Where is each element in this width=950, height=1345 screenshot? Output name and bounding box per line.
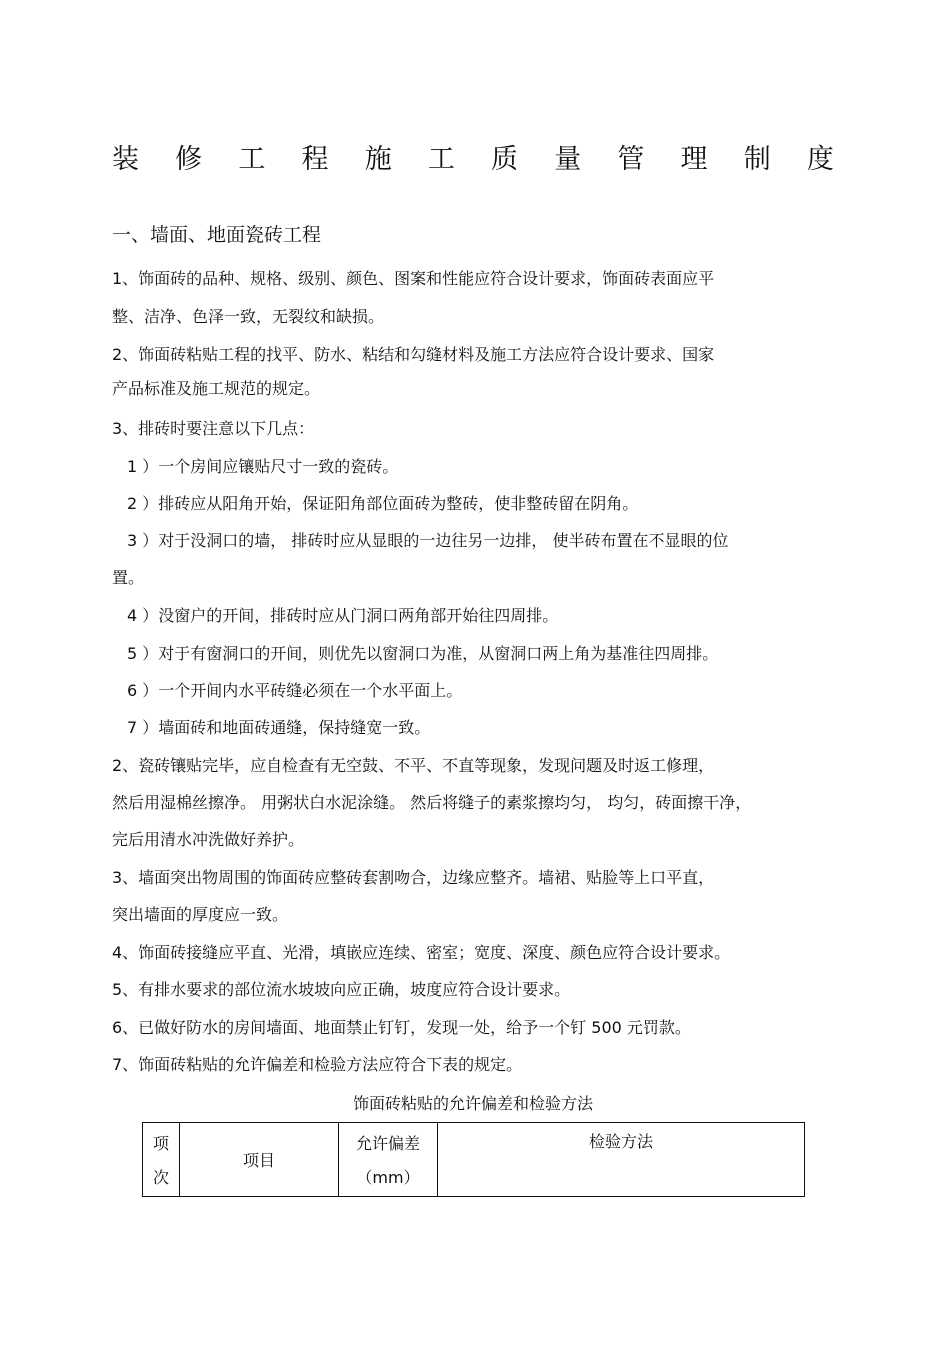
title-char: 修 bbox=[175, 144, 203, 175]
header-cell-index bbox=[143, 1123, 180, 1197]
table-caption: 饰面砖粘贴的允许偏差和检验方法 bbox=[352, 1094, 593, 1113]
body-line: 3、排砖时要注意以下几点： bbox=[112, 419, 315, 438]
title-char: 质 bbox=[491, 144, 519, 175]
list-item: 4 ）没窗户的开间，排砖时应从门洞口两角部开始往四周排。 bbox=[127, 606, 559, 625]
body-line: 6、已做好防水的房间墙面、地面禁止钉钉，发现一处，给予一个钉 500 元罚款。 bbox=[112, 1018, 691, 1037]
body-line: 3、墙面突出物周围的饰面砖应整砖套割吻合，边缘应整齐。墙裙、贴脸等上口平直， bbox=[112, 868, 715, 887]
list-item: 5 ）对于有窗洞口的开间，则优先以窗洞口为准，从窗洞口两上角为基准往四周排。 bbox=[127, 644, 719, 663]
header-text: 项 bbox=[152, 1134, 169, 1153]
title-char: 程 bbox=[301, 144, 329, 175]
body-line: 4、饰面砖接缝应平直、光滑，填嵌应连续、密室；宽度、深度、颜色应符合设计要求。 bbox=[112, 943, 731, 962]
list-item: 6 ）一个开间内水平砖缝必须在一个水平面上。 bbox=[127, 681, 463, 700]
body-line: 整、洁净、色泽一致，无裂纹和缺损。 bbox=[112, 307, 385, 326]
title-char: 工 bbox=[427, 144, 455, 175]
header-text: （mm） bbox=[356, 1168, 420, 1187]
header-cell-item: 项目 bbox=[180, 1123, 339, 1197]
header-cell-method: 检验方法 bbox=[438, 1123, 805, 1197]
document-title bbox=[112, 142, 834, 178]
header-text: 次 bbox=[152, 1168, 169, 1187]
section-heading: 一、墙面、地面瓷砖工程 bbox=[112, 224, 322, 246]
body-line: 7、饰面砖粘贴的允许偏差和检验方法应符合下表的规定。 bbox=[112, 1055, 523, 1074]
title-char: 量 bbox=[554, 144, 582, 175]
title-char: 装 bbox=[112, 144, 139, 175]
body-line: 产品标准及施工规范的规定。 bbox=[112, 379, 321, 398]
body-line: 置。 bbox=[112, 568, 145, 587]
body-line: 2、瓷砖镶贴完毕，应自检查有无空鼓、不平、不直等现象，发现问题及时返工修理， bbox=[112, 756, 715, 775]
header-text: 允许偏差 bbox=[355, 1134, 420, 1153]
title-char: 制 bbox=[743, 144, 771, 175]
body-line: 2、饰面砖粘贴工程的找平、防水、粘结和勾缝材料及施工方法应符合设计要求、国家 bbox=[112, 345, 715, 364]
body-line: 完后用清水冲洗做好养护。 bbox=[112, 830, 305, 849]
list-item: 2 ）排砖应从阳角开始，保证阳角部位面砖为整砖，使非整砖留在阴角。 bbox=[127, 494, 639, 513]
tolerance-table bbox=[142, 1122, 805, 1197]
title-char: 理 bbox=[680, 144, 708, 175]
list-item: 3 ）对于没洞口的墙， 排砖时应从显眼的一边往另一边排， 使半砖布置在不显眼的位 bbox=[127, 531, 729, 550]
list-item: 1 ）一个房间应镶贴尺寸一致的瓷砖。 bbox=[127, 457, 399, 476]
list-item: 7 ）墙面砖和地面砖通缝，保持缝宽一致。 bbox=[127, 718, 431, 737]
title-char: 管 bbox=[617, 144, 645, 175]
table-header-row bbox=[143, 1123, 805, 1197]
title-char: 工 bbox=[238, 144, 266, 175]
title-char: 度 bbox=[806, 144, 834, 175]
body-line: 5、有排水要求的部位流水坡坡向应正确，坡度应符合设计要求。 bbox=[112, 980, 571, 999]
header-cell-tolerance bbox=[339, 1123, 438, 1197]
body-line: 然后用湿棉丝擦净。 用粥状白水泥涂缝。 然后将缝子的素浆擦均匀， 均匀，砖面擦干净， bbox=[112, 793, 752, 812]
body-line: 1、饰面砖的品种、规格、级别、颜色、图案和性能应符合设计要求，饰面砖表面应平 bbox=[112, 269, 715, 288]
title-char: 施 bbox=[364, 144, 392, 175]
body-line: 突出墙面的厚度应一致。 bbox=[112, 905, 289, 924]
